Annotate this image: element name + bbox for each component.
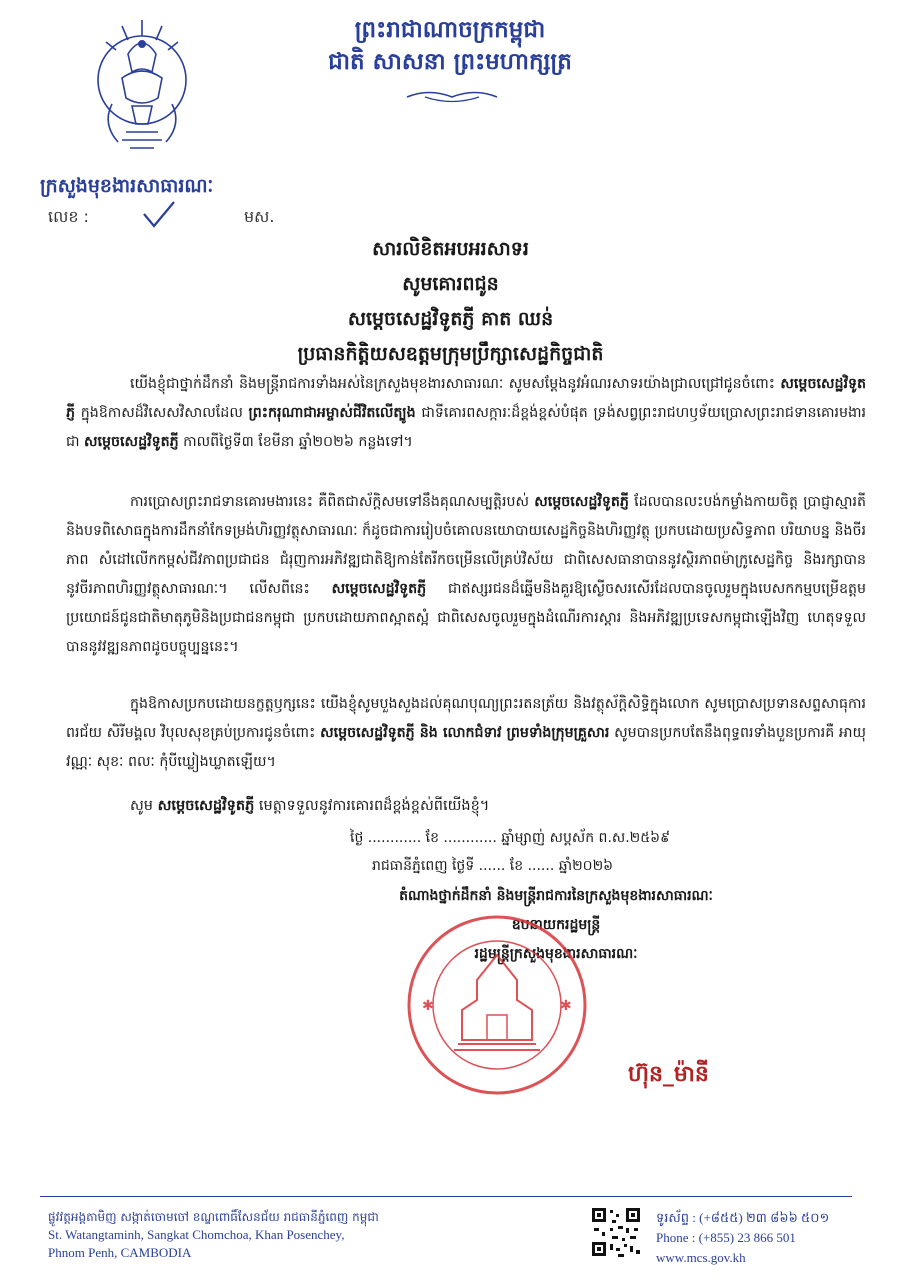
address-khmer: ផ្លូវវត្តអង្គតាមិញ សង្កាត់ចោមចៅ ខណ្ឌពោធិ៍សែនជ័យ រាជធានីភ្នំពេញ កម្ពុជា [48, 1210, 379, 1224]
qr-code-icon [590, 1206, 642, 1258]
reference-suffix: មស. [244, 207, 275, 226]
paragraph-2: ការប្រោសព្រះរាជទានគោរមងារនេះ គឺពិតជាស័ក្តិសមទៅនឹងគុណសម្បត្តិរបស់ សម្តេចសេដ្ឋវិទូតភ្ញី ដែលបានលះបង់កម្លាំងកាយចិត្ត ប្រាជ្ញាស្មារតី និងបទពិសោធក្នុងការដឹកនាំកែទម្រង់ហិរញ្ញវត្ថុសាធារណៈ ក៏ដូចជាការរៀបចំគោលនយោបាយសេដ្ឋកិច្ចនិងហិរញ្ញវត្ថុ ប្រកបដោយប្រសិទ្ធភាព បរិយាបន្ន និងចីរភាព សំដៅលើកកម្ពស់ជីវភាពប្រជាជន ជំរុញការអភិវឌ្ឍជាតិឱ្យកាន់តែរីកចម្រើនលើគ្រប់វិស័យ ជាពិសេសធានាបាននូវស្ថិរភាពម៉ាក្រូសេដ្ឋកិច្ច និងរក្សាបាននូវចីរភាពហិរញ្ញវត្ថុសាធារណៈ។ លើសពីនេះ សម្តេចសេដ្ឋវិទូតភ្ញី ជាឥស្សរជនដ៏ឆ្នើមនិងគួរឱ្យស្ងើចសរសើរដែលបានចូលរួមក្នុងបេសកកម្មបម្រើឧត្តមប្រយោជន៍ជូនជាតិមាតុភូមិនិងប្រជាជនកម្ពុជា ប្រកបដោយភាពស្អាតស្អំ ជាពិសេសចូលរួមក្នុងដំណើរការស្តារ និងអភិវឌ្ឍប្រទេសកម្ពុជាឡើងវិញ ហេតុទទួលបាននូវវឌ្ឍនភាពដូចបច្ចុប្បន្ននេះ។ [66, 494, 867, 655]
paragraph-3: ក្នុងឱកាសប្រកបដោយនក្ខត្តឫក្សនេះ យើងខ្ញុំសូមបួងសួងដល់គុណបុណ្យព្រះរតនត្រ័យ និងវត្ថុស័ក្តិសិទ្ធិក្នុងលោក សូមប្រោសប្រទានសព្ទសាធុការពរជ័យ សិរីមង្គល វិបុលសុខគ្រប់ប្រការជូនចំពោះ សម្តេចសេដ្ឋវិទូតភ្ញី និង លោកជំទាវ ព្រមទាំងក្រុមគ្រួសារ សូមបានប្រកបតែនឹងពុទ្ធពរទាំងបួនប្រការគឺ អាយុ វណ្ណៈ សុខៈ ពលៈ កុំបីឃ្លៀងឃ្លាតឡើយ។ [66, 696, 866, 770]
ministry-name: ក្រសួងមុខងារសាធារណៈ [40, 175, 214, 197]
lunar-date: ថ្ងៃ ............ ខែ ............ ឆ្នាំម្សាញ់ សប្តស័ក ព.ស.២៥៦៩ [350, 830, 671, 846]
address-english-line-1: St. Watangtaminh, Sangkat Chomchoa, Khan Posenchey, [48, 1227, 345, 1242]
recipient-position: ប្រធានកិត្តិយសឧត្តមក្រុមប្រឹក្សាសេដ្ឋកិច្ចជាតិ [297, 343, 604, 365]
svg-text:✱: ✱ [422, 998, 434, 1014]
signatory-name: ហ៊ុន_ម៉ានី [628, 1061, 709, 1087]
website-link[interactable]: www.mcs.gov.kh [656, 1250, 746, 1265]
paragraph-1: យើងខ្ញុំជាថ្នាក់ដឹកនាំ និងមន្ត្រីរាជការទាំងអស់នៃក្រសួងមុខងារសាធារណៈ សូមសម្តែងនូវអំណរសាទរយ៉ាងជ្រាលជ្រៅជូនចំពោះ សម្តេចសេដ្ឋវិទូតភ្ញី ក្នុងឱកាសដ៏វិសេសវិសាលដែល ព្រះករុណាជាអម្ចាស់ជីវិតលើត្បូង ជាទីគោរពសក្ការៈដ៏ខ្ពង់ខ្ពស់បំផុត ទ្រង់សព្វព្រះរាជហឫទ័យប្រោសព្រះរាជទានគោរមងារ ជា សម្តេចសេដ្ឋវិទូតភ្ញី កាលពីថ្ងៃទី៣ ខែមីនា ឆ្នាំ២០២៦ កន្លងទៅ។ [66, 376, 866, 450]
signatory-title-1: ឧបនាយករដ្ឋមន្ត្រី [511, 917, 601, 933]
reference-number-label: លេខ : [48, 207, 89, 226]
check-mark-icon [140, 200, 176, 230]
salutation: សូមគោរពជូន [402, 273, 499, 295]
address-english-line-2: Phnom Penh, CAMBODIA [48, 1245, 192, 1260]
svg-text:✱: ✱ [560, 998, 572, 1014]
phone-english: Phone : (+855) 23 866 501 [656, 1230, 796, 1245]
ornament-divider-icon [405, 90, 499, 104]
national-motto: ជាតិ សាសនា ព្រះមហាក្សត្រ [328, 48, 572, 75]
footer-divider [40, 1196, 852, 1197]
official-stamp-icon [402, 910, 592, 1100]
royal-emblem-icon [92, 14, 192, 162]
signatory-title-2: រដ្ឋមន្ត្រីក្រសួងមុខងារសាធារណៈ [474, 946, 638, 962]
letter-title: សារលិខិតអបអរសាទរ [372, 238, 529, 260]
solar-date: រាជធានីភ្នំពេញ ថ្ងៃទី ...... ខែ ...... ឆ្នាំ២០២៦ [372, 858, 614, 874]
closing-line: សូម សម្តេចសេដ្ឋវិទូតភ្ញី មេត្តាទទួលនូវការគោរពដ៏ខ្ពង់ខ្ពស់ពីយើងខ្ញុំ។ [130, 798, 490, 814]
signatory-representation: តំណាងថ្នាក់ដឹកនាំ និងមន្ត្រីរាជការនៃក្រសួងមុខងារសាធារណៈ [399, 888, 713, 904]
recipient-name: សម្តេចសេដ្ឋវិទូតភ្ញី គាត ឈន់ [347, 308, 554, 330]
phone-khmer: ទូរស័ព្ទ : (+៨៥៥) ២៣ ៨៦៦ ៥០១ [656, 1210, 830, 1225]
kingdom-title: ព្រះរាជាណាចក្រកម្ពុជា [354, 16, 546, 43]
